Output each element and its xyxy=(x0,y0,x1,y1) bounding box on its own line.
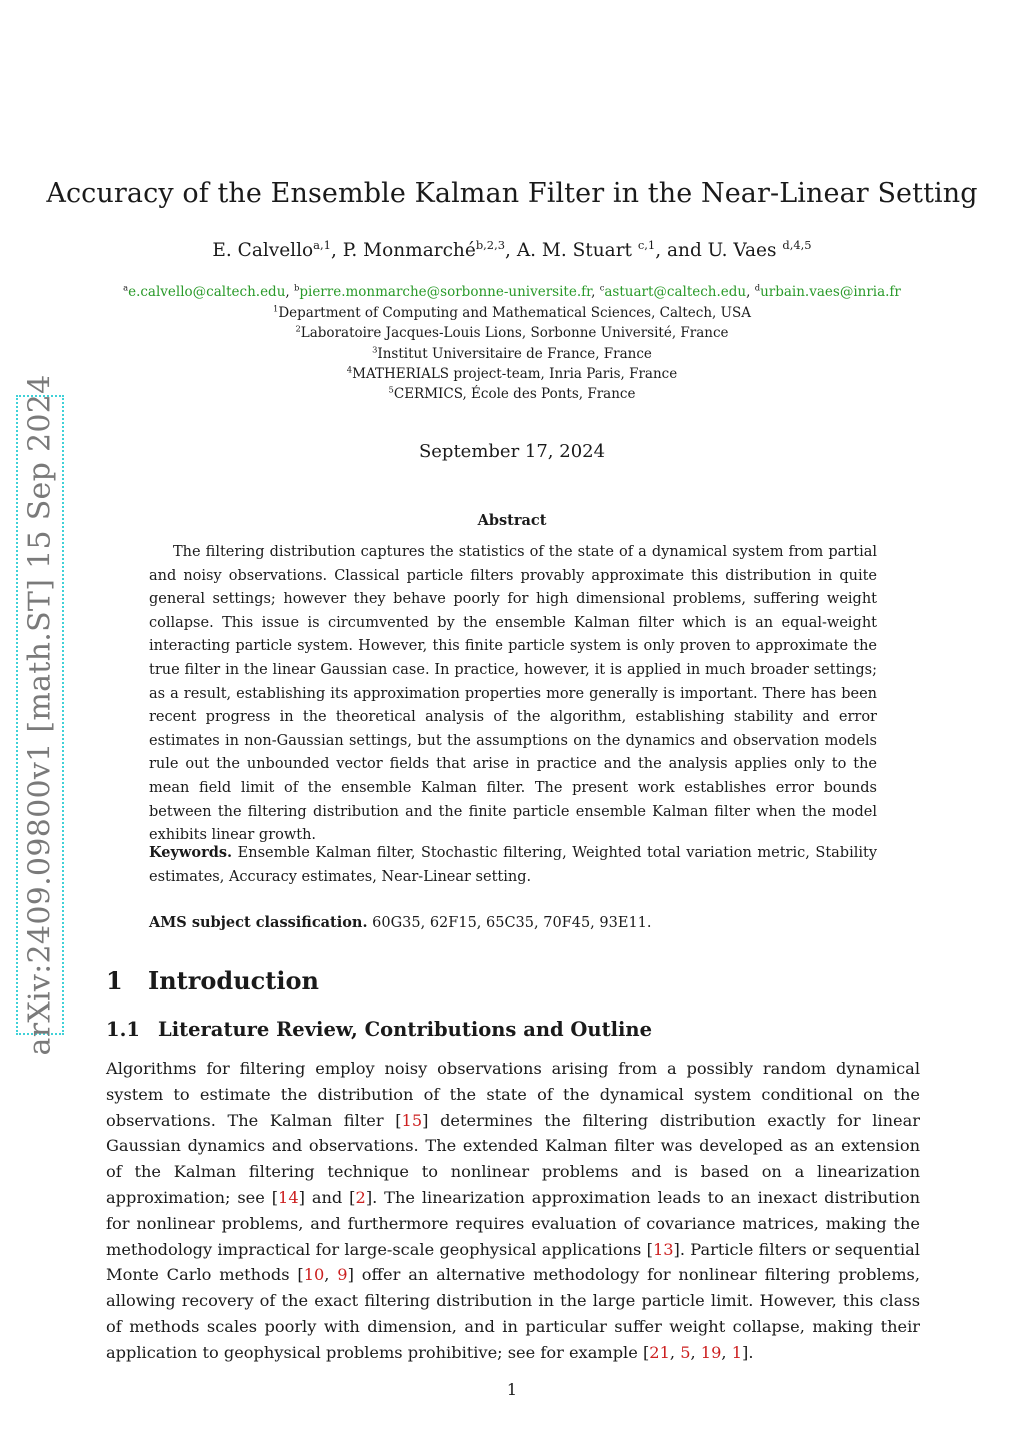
affiliation: $^2$Laboratoire Jacques-Louis Lions, Sorbonne Université, France xyxy=(295,323,729,341)
affiliation: $^3$Institut Universitaire de France, France xyxy=(372,344,652,362)
citation-link[interactable]: 9 xyxy=(337,1265,348,1285)
author-name: E. Calvello xyxy=(212,240,314,261)
paper-title: Accuracy of the Ensemble Kalman Filter in the Near-Linear Setting xyxy=(46,178,978,209)
citation-link[interactable]: 2 xyxy=(355,1187,366,1207)
subsection-heading: 1.1 Literature Review, Contributions and Outline xyxy=(106,1018,653,1041)
keywords-label: Keywords. xyxy=(149,844,233,861)
author-sup: d,4,5 xyxy=(782,237,812,252)
affiliation: $^4$MATHERIALS project-team, Inria Paris, France xyxy=(346,364,678,382)
author-list: E. Calvello$^{a,1}$, P. Monmarché$^{b,2,3}$, A. M. Stuart $^{c,1}$, and U. Vaes $^{d,4,5}$ xyxy=(212,237,812,261)
keywords-text: Ensemble Kalman filter, Stochastic filtering, Weighted total variation metric, Stability estimates, Accuracy estimates, Near-Linear setting. xyxy=(149,845,878,885)
citation-link[interactable]: 5 xyxy=(680,1342,691,1362)
author-name: A. M. Stuart xyxy=(516,240,632,261)
citation-link[interactable]: 13 xyxy=(652,1239,674,1259)
ams-codes: 60G35, 62F15, 65C35, 70F45, 93E11. xyxy=(372,915,652,931)
affiliation: $^1$Department of Computing and Mathematical Sciences, Caltech, USA xyxy=(273,303,751,321)
author-name: P. Monmarché xyxy=(342,240,476,261)
email-link[interactable]: pierre.monmarche@sorbonne-universite.fr xyxy=(299,284,592,300)
author-name: U. Vaes xyxy=(707,240,777,261)
affiliation: $^5$CERMICS, École des Ponts, France xyxy=(388,384,636,402)
citation-link[interactable]: 19 xyxy=(700,1342,722,1362)
email-list: $^a$e.calvello@caltech.edu, $^b$pierre.monmarche@sorbonne-universite.fr, $^c$astuart@caltech.edu, $^d$urbain.vaes@inria.fr xyxy=(123,282,901,300)
intro-paragraph: Algorithms for filtering employ noisy observations arising from a possibly random dynamical system to estimate the distribution of the state of the dynamical system conditional on the observations. The Kalman filter [15] determines the filtering distribution exactly for linear Gaussian dynamics and observations. The extended Kalman filter was developed as an extension of the Kalman filtering technique to nonlinear problems and is based on a linearization approximation; see [14] and [2]. The linearization approximation leads to an inexact distribution for nonlinear problems, and furthermore requires evaluation of covariance matrices, making the methodology impractical for large-scale geophysical applications [13]. Particle filters or sequential Monte Carlo methods [10, 9] offer an alternative methodology for nonlinear filtering problems, allowing recovery of the exact filtering distribution in the large particle limit. However, this class of methods scales poorly with dimension, and in particular suffer weight collapse, making their application to geophysical problems prohibitive; see for example [21, 5, 19, 1]. xyxy=(106,1059,921,1362)
ams-classification xyxy=(149,911,877,936)
author-sup: a,1 xyxy=(313,237,331,252)
arxiv-stamp xyxy=(16,374,64,1056)
publication-date: September 17, 2024 xyxy=(418,441,606,462)
citation-link[interactable]: 14 xyxy=(278,1187,299,1207)
author-sup: c,1 xyxy=(637,237,656,252)
citation-link[interactable]: 21 xyxy=(649,1342,670,1362)
citation-link[interactable]: 1 xyxy=(731,1342,743,1362)
keywords xyxy=(149,841,877,889)
abstract-text: The filtering distribution captures the statistics of the state of a dynamical system from partial and noisy observations. Classical particle filters provably approximate this distribution in quite general settings; however they behave poorly for high dimensional problems, suffering weight collapse. This issue is circumvented by the ensemble Kalman filter which is an equal-weight interacting particle system. However, this finite particle system is only proven to approximate the true filter in the linear Gaussian case. In practice, however, it is applied in much broader settings; as a result, establishing its approximation properties more generally is important. There has been recent progress in the theoretical analysis of the algorithm, establishing stability and error estimates in non-Gaussian settings, but the assumptions on the dynamics and observation models rule out the unbounded vector fields that arise in practice and the analysis applies only to the mean field limit of the ensemble Kalman filter. The present work establishes error bounds between the filtering distribution and the finite particle ensemble Kalman filter when the model exhibits linear growth. xyxy=(149,544,877,844)
citation-link[interactable]: 10 xyxy=(303,1265,325,1285)
ams-label: AMS subject classification. xyxy=(149,914,368,931)
page-number: 1 xyxy=(506,1380,518,1399)
abstract-heading: Abstract xyxy=(477,512,547,529)
section-heading: 1 Introduction xyxy=(106,966,319,995)
arxiv-id: arXiv:2409.09800v1 [math.ST] 15 Sep 2024 xyxy=(22,374,58,1056)
citation-link[interactable]: 15 xyxy=(401,1110,423,1130)
email-link[interactable]: astuart@caltech.edu xyxy=(604,284,747,300)
author-sup: b,2,3 xyxy=(475,237,506,252)
email-link[interactable]: e.calvello@caltech.edu xyxy=(128,284,286,300)
email-link[interactable]: urbain.vaes@inria.fr xyxy=(760,284,901,300)
